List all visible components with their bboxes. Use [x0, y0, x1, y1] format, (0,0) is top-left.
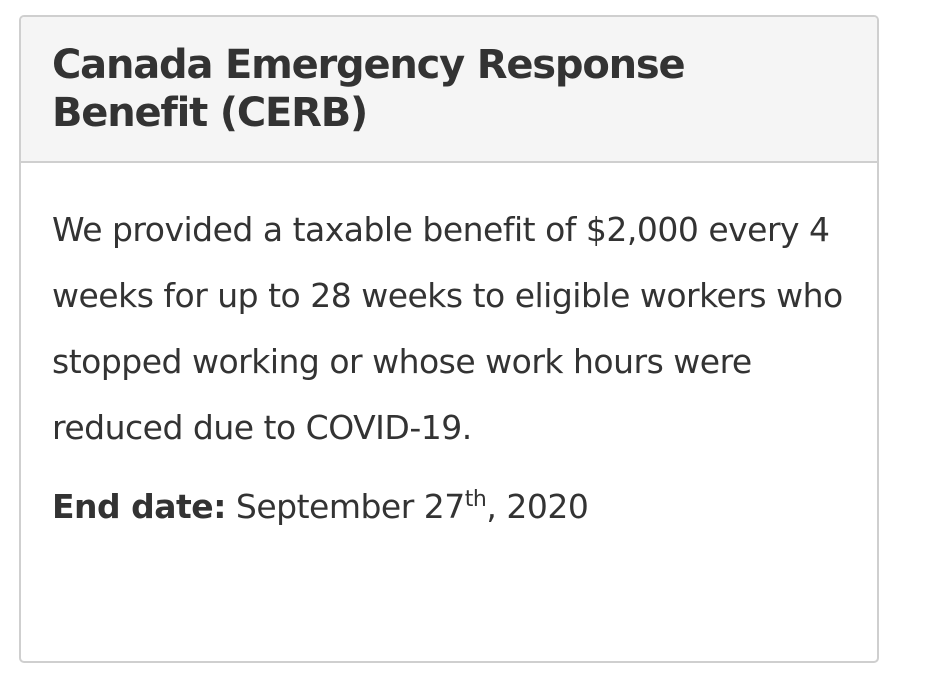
panel-heading	[21, 17, 877, 163]
cerb-info-panel	[19, 15, 879, 663]
end-date-year: , 2020	[486, 487, 589, 526]
panel-title: Canada Emergency Response Benefit (CERB)	[52, 42, 685, 136]
panel-body	[21, 163, 877, 535]
end-date-label: End date:	[52, 487, 226, 526]
end-date-ordinal-suffix: th	[464, 487, 487, 512]
end-date	[52, 479, 847, 535]
end-date-month-day: September 27	[235, 487, 465, 526]
benefit-description: We provided a taxable benefit of $2,000 every 4 weeks for up to 28 weeks to eligible workers who stopped working or whose work hours were reduced due to COVID-19.	[52, 210, 843, 447]
